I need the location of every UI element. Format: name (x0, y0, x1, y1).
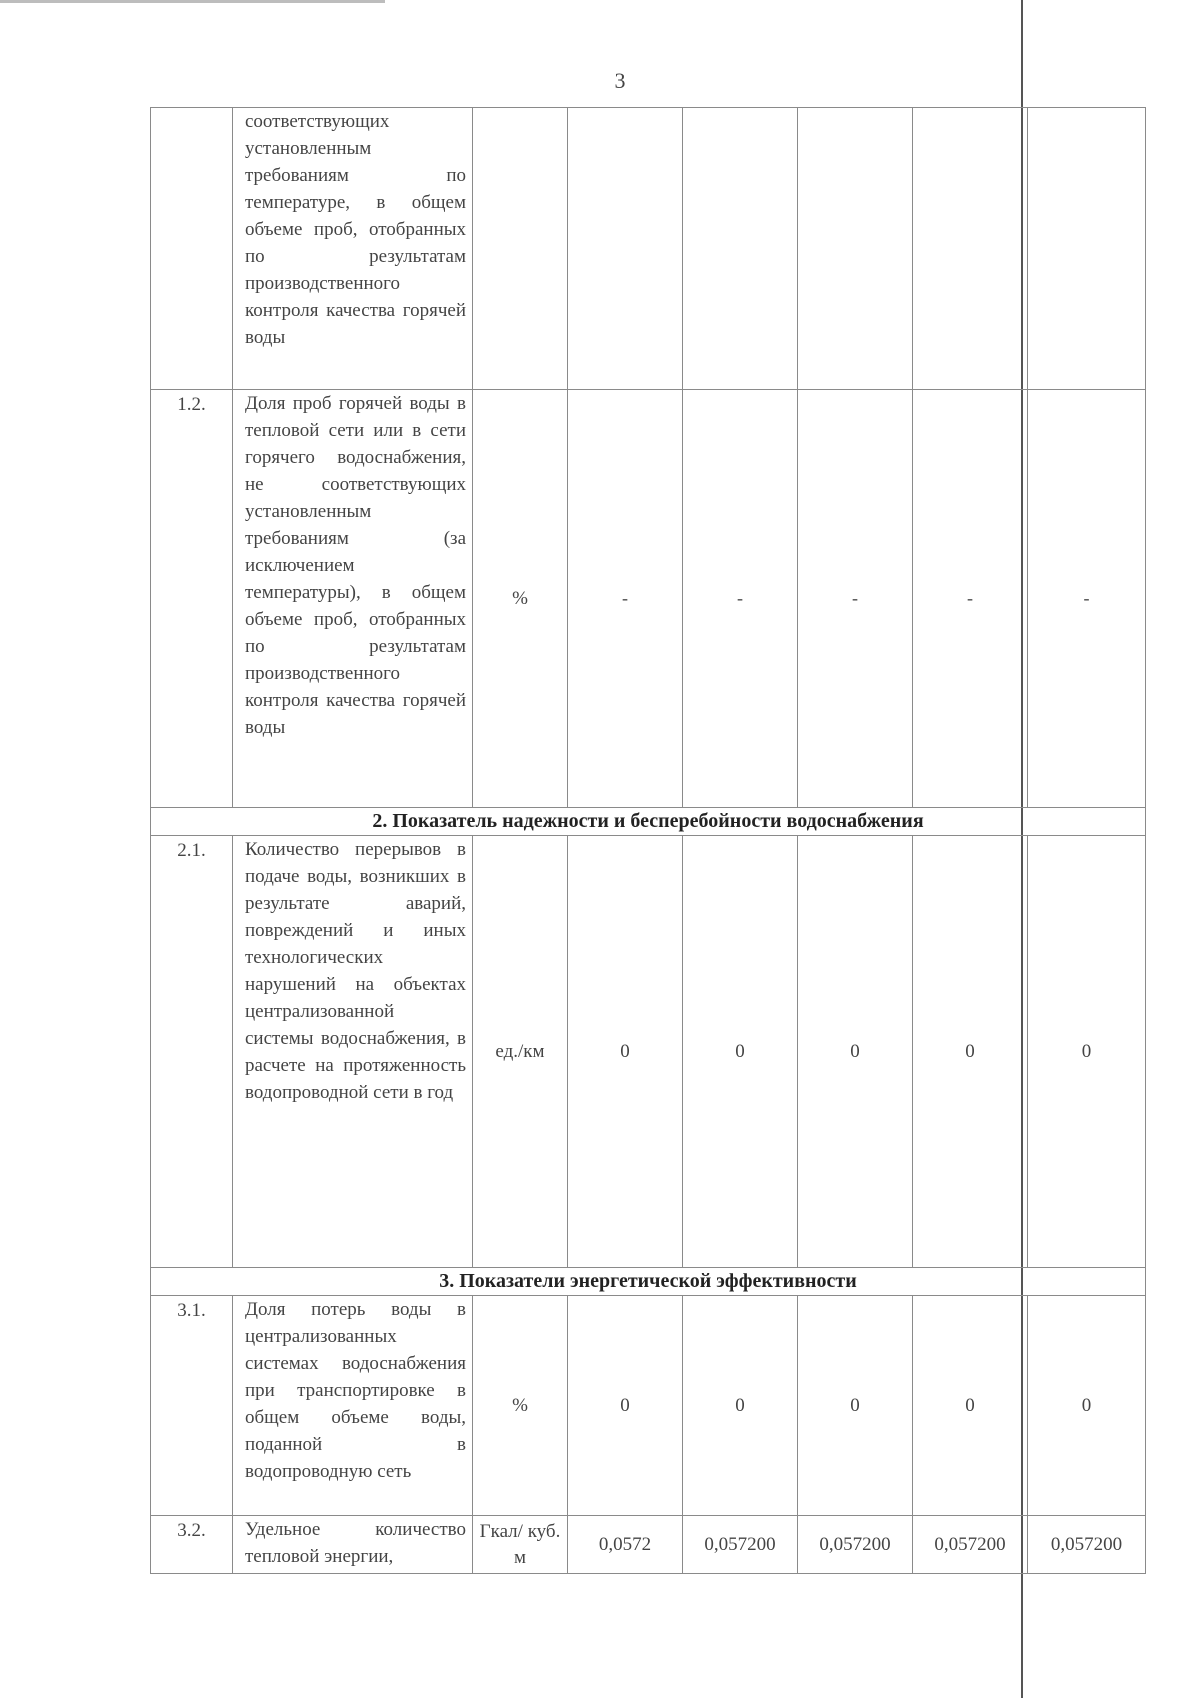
row-value (798, 108, 913, 390)
row-value: 0 (568, 836, 683, 1268)
row-value: 0,0572 (568, 1516, 683, 1574)
row-number: 1.2. (151, 390, 233, 808)
row-value: 0,057200 (913, 1516, 1028, 1574)
indicators-table (150, 107, 1146, 1574)
row-number (151, 108, 233, 390)
row-value: 0 (913, 1296, 1028, 1516)
row-value (913, 108, 1028, 390)
table-row (151, 836, 1146, 1268)
row-value: - (913, 390, 1028, 808)
section-title-reliability: 2. Показатель надежности и бесперебойности водоснабжения (151, 808, 1146, 836)
table-row (151, 108, 1146, 390)
row-value: 0 (568, 1296, 683, 1516)
row-value: - (683, 390, 798, 808)
row-description: Удельное количество тепловой энергии, (233, 1516, 473, 1574)
row-value: 0 (683, 1296, 798, 1516)
row-value: - (568, 390, 683, 808)
row-value: 0,057200 (798, 1516, 913, 1574)
section-header-row (151, 1268, 1146, 1296)
row-description: Доля проб горячей воды в тепловой сети или в сети горячего водоснабжения, не соответствующих установленным требованиям (за исключением температуры), в общем объеме проб, отобранных по результатам производственного контроля качества горячей воды (233, 390, 473, 808)
row-value: 0 (913, 836, 1028, 1268)
row-value (568, 108, 683, 390)
row-unit: ед./км (473, 836, 568, 1268)
row-value: - (798, 390, 913, 808)
row-value: 0 (683, 836, 798, 1268)
row-unit (473, 108, 568, 390)
scan-edge-line (0, 0, 385, 3)
table-row (151, 1516, 1146, 1574)
row-value: 0 (1028, 836, 1146, 1268)
row-value: 0,057200 (1028, 1516, 1146, 1574)
page-number: 3 (614, 68, 626, 93)
row-description: Доля потерь воды в централизованных системах водоснабжения при транспортировке в общем объеме воды, поданной в водопроводную сеть (233, 1296, 473, 1516)
row-number: 3.2. (151, 1516, 233, 1574)
section-title-energy-efficiency: 3. Показатели энергетической эффективности (151, 1268, 1146, 1296)
row-number: 2.1. (151, 836, 233, 1268)
table-row (151, 390, 1146, 808)
row-unit: % (473, 390, 568, 808)
row-value: 0 (798, 836, 913, 1268)
row-value: 0 (1028, 1296, 1146, 1516)
row-unit: % (473, 1296, 568, 1516)
table-row (151, 1296, 1146, 1516)
section-header-row (151, 808, 1146, 836)
row-value: 0,057200 (683, 1516, 798, 1574)
row-number: 3.1. (151, 1296, 233, 1516)
row-value: - (1028, 390, 1146, 808)
indicators-table-container (150, 107, 1145, 1574)
row-description: Количество перерывов в подаче воды, возникших в результате аварий, повреждений и иных технологических нарушений на объектах централизованной системы водоснабжения, в расчете на протяженность водопроводной сети в год (233, 836, 473, 1268)
row-unit: Гкал/ куб. м (473, 1516, 568, 1574)
row-description: соответствующих установленным требованиям по температуре, в общем объеме проб, отобранных по результатам производственного контроля качества горячей воды (233, 108, 473, 390)
row-value (1028, 108, 1146, 390)
row-value: 0 (798, 1296, 913, 1516)
row-value (683, 108, 798, 390)
